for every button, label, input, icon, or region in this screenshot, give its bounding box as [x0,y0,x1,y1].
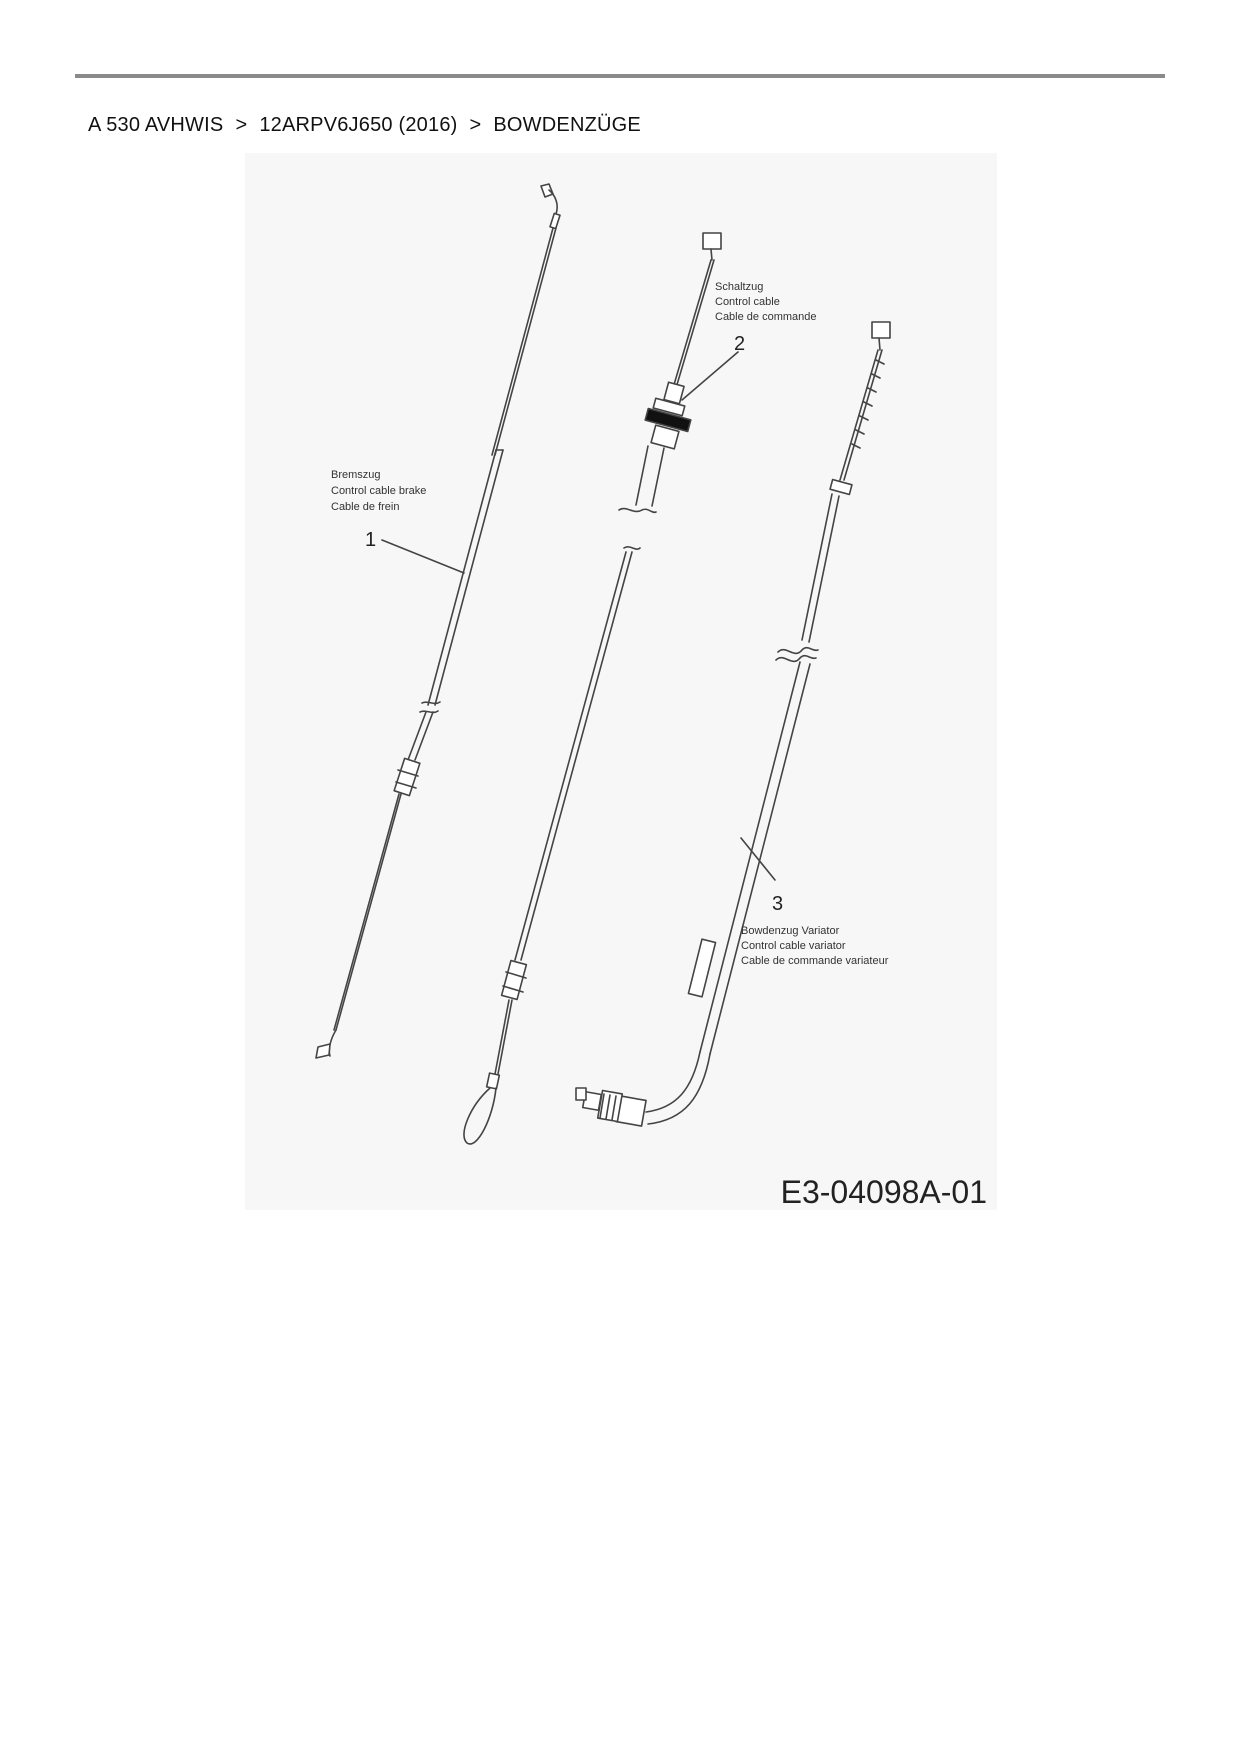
part-3-label-de: Bowdenzug Variator [741,925,840,937]
shift-cable [464,233,721,1144]
breadcrumb-model[interactable]: A 530 AVHWIS [88,114,224,136]
part-3-callout[interactable] [741,893,889,967]
part-1-label-de: Bremszug [331,469,381,481]
part-1-number: 1 [365,529,377,551]
part-3-label-en: Control cable variator [741,940,846,952]
breadcrumb-separator: > [235,114,248,136]
variator-cable [576,322,890,1126]
part-2-leader [682,352,738,400]
part-2-label-en: Control cable [715,296,780,308]
part-2-label-de: Schaltzug [715,281,764,293]
part-2-number: 2 [734,333,746,355]
breadcrumb-separator: > [469,114,482,136]
breadcrumb-section: BOWDENZÜGE [493,114,641,136]
part-1-label-fr: Cable de frein [331,501,400,513]
part-1-leader [382,540,464,573]
part-1-callout[interactable] [331,469,426,551]
breadcrumb-variant[interactable]: 12ARPV6J650 (2016) [259,114,458,136]
part-2-label-fr: Cable de commande [715,311,817,323]
part-2-callout[interactable] [715,281,817,355]
part-3-number: 3 [772,893,784,915]
part-1-label-en: Control cable brake [331,485,427,497]
part-3-label-fr: Cable de commande variateur [741,955,889,967]
diagram-code: E3-04098A-01 [780,1174,987,1210]
